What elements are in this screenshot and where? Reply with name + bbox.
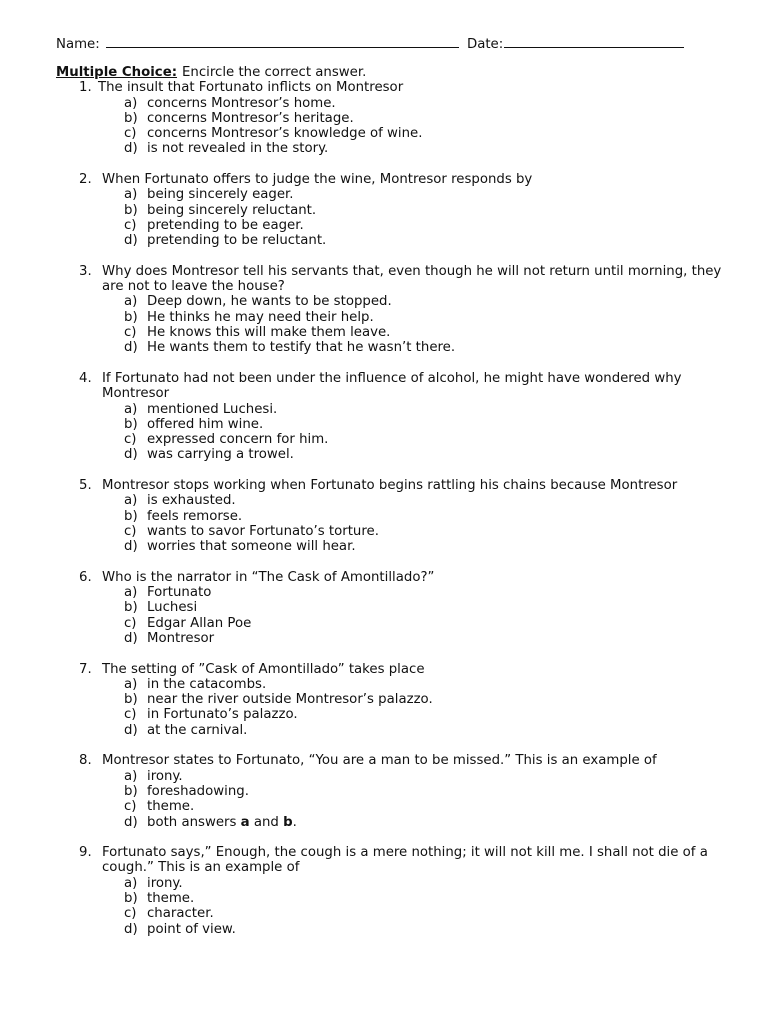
option-letter: d) [124,141,138,157]
section-instructions: Encircle the correct answer. [182,65,367,80]
option-a[interactable] [56,876,728,891]
option-a[interactable] [56,187,728,202]
question-number: 6. [79,569,92,585]
option-d[interactable] [56,233,728,248]
option-c[interactable] [56,799,728,814]
option-c[interactable] [56,616,728,631]
option-list [102,294,728,355]
question-6 [56,570,728,646]
option-text: Montresor [147,630,215,646]
option-text: He wants them to testify that he wasn’t there. [147,340,456,356]
option-text: irony. [147,875,183,891]
question-text: If Fortunato had not been under the influence of alcohol, he might have wondered why Montresor [102,370,682,402]
option-text: in Fortunato’s palazzo. [147,707,298,723]
option-list [102,769,728,830]
option-b[interactable] [56,891,728,906]
question-number: 9. [79,845,92,861]
question-list [56,80,728,937]
option-b[interactable] [56,417,728,432]
option-text: Luchesi [147,600,198,616]
question-7 [56,662,728,738]
option-b[interactable] [56,111,728,126]
option-b[interactable] [56,203,728,218]
question-number: 8. [79,753,92,769]
option-text-part: b [283,814,293,830]
option-text: wants to savor Fortunato’s torture. [147,523,379,539]
option-a[interactable] [56,96,728,111]
spacer [56,738,728,753]
option-letter: a) [124,875,138,891]
question-text: Montresor stops working when Fortunato begins rattling his chains because Montresor [102,478,678,494]
option-c[interactable] [56,707,728,722]
option-c[interactable] [56,325,728,340]
option-a[interactable] [56,402,728,417]
name-label: Name: [56,37,100,52]
spacer [56,157,728,172]
option-letter: b) [124,692,138,708]
option-d[interactable] [56,447,728,462]
option-text: being sincerely reluctant. [147,202,317,218]
option-letter: c) [124,707,137,723]
date-blank[interactable] [504,35,684,48]
date-label: Date: [466,37,504,52]
spacer [56,356,728,371]
option-text: Fortunato [147,585,212,601]
option-letter: c) [124,615,137,631]
question-text: Who is the narrator in “The Cask of Amontillado?” [102,569,435,585]
option-letter: b) [124,202,138,218]
option-text: character. [147,906,214,922]
option-letter: b) [124,309,138,325]
option-text: mentioned Luchesi. [147,401,278,417]
option-c[interactable] [56,524,728,539]
option-list [98,96,728,157]
option-letter: c) [124,523,137,539]
option-text: concerns Montresor’s knowledge of wine. [147,126,423,142]
option-a[interactable] [56,769,728,784]
option-letter: a) [124,676,138,692]
option-b[interactable] [56,692,728,707]
question-8 [56,753,728,829]
option-text: is exhausted. [147,493,236,509]
option-c[interactable] [56,218,728,233]
option-letter: b) [124,891,138,907]
spacer [56,249,728,264]
option-letter: a) [124,768,138,784]
option-a[interactable] [56,677,728,692]
option-d[interactable] [56,922,728,937]
question-1 [56,80,728,156]
question-text: Montresor states to Fortunato, “You are a man to be missed.” This is an example of [102,753,657,769]
question-number: 3. [79,263,92,279]
question-number: 2. [79,172,92,188]
option-text: He knows this will make them leave. [147,325,391,341]
option-list [102,493,728,554]
option-letter: d) [124,233,138,249]
question-text: When Fortunato offers to judge the wine, Montresor responds by [102,172,533,188]
option-letter: c) [124,325,137,341]
spacer [56,830,728,845]
option-text: concerns Montresor’s heritage. [147,110,354,126]
question-text: Fortunato says,” Enough, the cough is a mere nothing; it will not kill me. I shall not die of a cough.” This is an example of [102,845,708,876]
name-blank[interactable] [106,35,459,48]
option-text: at the carnival. [147,722,248,738]
option-letter: a) [124,585,138,601]
question-text: The insult that Fortunato inflicts on Montresor [98,80,404,96]
question-2 [56,172,728,248]
option-text: being sincerely eager. [147,187,294,203]
option-d[interactable] [56,815,728,830]
option-text: foreshadowing. [147,783,249,799]
option-letter: b) [124,508,138,524]
option-letter: b) [124,110,138,126]
option-d[interactable] [56,539,728,554]
option-letter: d) [124,722,138,738]
option-letter: d) [124,340,138,356]
question-text: The setting of ”Cask of Amontillado” takes place [102,661,425,677]
option-b[interactable] [56,310,728,325]
option-letter: a) [124,401,138,417]
option-letter: d) [124,539,138,555]
option-d[interactable] [56,141,728,156]
option-a[interactable] [56,294,728,309]
spacer [56,646,728,661]
option-d[interactable] [56,631,728,646]
option-b[interactable] [56,600,728,615]
multiple-choice-section [56,65,728,937]
option-letter: b) [124,783,138,799]
option-text: worries that someone will hear. [147,539,356,555]
option-letter: a) [124,493,138,509]
option-d[interactable] [56,723,728,738]
question-3 [56,264,728,356]
option-text: pretending to be eager. [147,217,304,233]
question-number: 7. [79,661,92,677]
option-letter: c) [124,432,137,448]
option-text: Edgar Allan Poe [147,615,252,631]
option-list [102,402,728,463]
option-c[interactable] [56,432,728,447]
option-text: feels remorse. [147,508,243,524]
option-text: irony. [147,768,183,784]
option-text: near the river outside Montresor’s palazzo. [147,692,433,708]
spacer [56,463,728,478]
option-text: is not revealed in the story. [147,141,329,157]
option-letter: c) [124,906,137,922]
option-text: point of view. [147,921,236,937]
question-number: 1. [79,80,92,96]
option-letter: a) [124,294,138,310]
option-letter: b) [124,416,138,432]
header-line [56,35,684,52]
option-text: He thinks he may need their help. [147,309,374,325]
question-9 [56,845,728,937]
question-5 [56,478,728,554]
option-c[interactable] [56,906,728,921]
option-letter: c) [124,126,137,142]
option-letter: a) [124,187,138,203]
option-text: concerns Montresor’s home. [147,95,336,111]
option-text-part: . [292,814,297,830]
option-list [102,677,728,738]
option-text: expressed concern for him. [147,432,329,448]
option-letter: c) [124,799,137,815]
option-letter: a) [124,95,138,111]
option-text: was carrying a trowel. [147,447,294,463]
option-letter: d) [124,447,138,463]
option-list [102,876,728,937]
question-number: 5. [79,478,92,494]
option-text: theme. [147,891,195,907]
option-a[interactable] [56,585,728,600]
option-text: in the catacombs. [147,676,267,692]
question-number: 4. [79,370,92,386]
option-list [102,187,728,248]
option-c[interactable] [56,126,728,141]
option-text-part: and [249,814,284,830]
option-text: offered him wine. [147,416,264,432]
option-text-part: both answers [147,814,241,830]
option-letter: d) [124,921,138,937]
option-list [102,585,728,646]
option-b[interactable] [56,784,728,799]
option-text-part: a [240,814,250,830]
spacer [56,555,728,570]
option-letter: d) [124,630,138,646]
option-text: pretending to be reluctant. [147,233,327,249]
question-text: Why does Montresor tell his servants that, even though he will not return until morning, they are not to leave the house? [102,263,722,295]
question-4 [56,371,728,463]
option-d[interactable] [56,340,728,355]
option-b[interactable] [56,509,728,524]
option-text: theme. [147,799,195,815]
option-text: Deep down, he wants to be stopped. [147,294,392,310]
option-a[interactable] [56,493,728,508]
option-letter: c) [124,217,137,233]
option-letter: b) [124,600,138,616]
section-heading [56,65,728,80]
option-letter: d) [124,814,138,830]
section-title: Multiple Choice: [56,65,178,80]
